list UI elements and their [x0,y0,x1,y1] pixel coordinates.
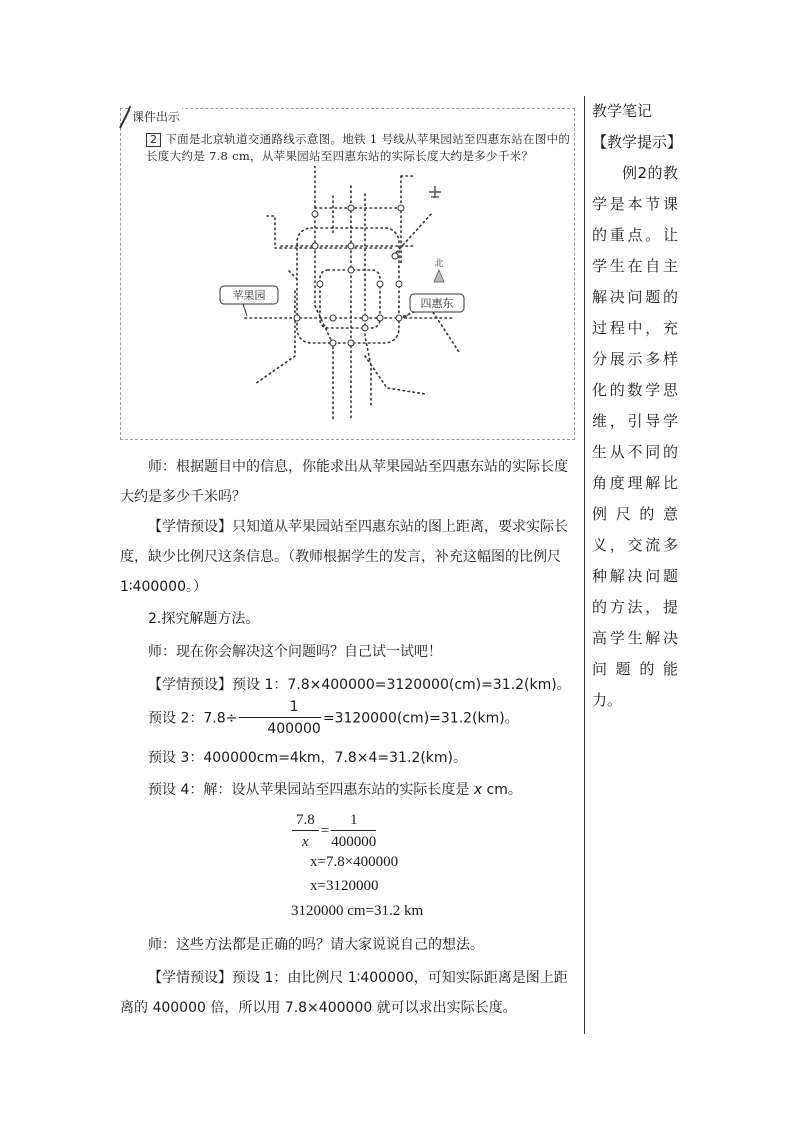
paragraph-preset-4 [120,775,580,805]
notes-title: 教学笔记 [592,102,653,120]
paragraph-teacher-question: 师：根据题目中的信息，你能求出从苹果园站至四惠东站的实际长度大约是多少千米吗？ [120,459,568,505]
courseware-label: 课件出示 [132,110,181,124]
variable-x: x [473,782,483,798]
equation-step-2: x=3120000 [310,878,379,894]
tip-body: 例2的教学是本节课的重点。让学生在自主解决问题的过程中，充分展示多样化的数学思维，引导学生从不同的角度理解比例尺的意义，交流多种解决问题的方法，提高学生解决问题的能力。 [592,164,678,709]
paragraph-teacher-try: 师：现在你会解决这个问题吗？自己试一试吧！ [148,644,442,660]
paragraph-preset-2 [120,697,580,740]
problem-text: 下面是北京轨道交通路线示意图。地铁 1 号线从苹果园站至四惠东站在图中的长度大约是 7.8 cm，从苹果园站至四惠东站的实际长度大约是多少千米？ [146,132,571,163]
problem-statement [146,131,576,165]
subway-map [215,166,475,428]
column-divider [584,96,585,1034]
fraction-denominator: 400000 [267,721,321,737]
paragraph-preset-3: 预设 3：400000cm=4km，7.8×4=31.2(km)。 [148,750,467,766]
paragraph-teacher-discuss: 师：这些方法都是正确的吗？请大家说说自己的想法。 [148,937,484,953]
problem-number: 2 [146,133,161,147]
preset-4-suffix: cm。 [482,782,522,798]
north-label: 北 [434,259,444,269]
preset-2-suffix: =3120000(cm)=31.2(km)。 [322,710,519,727]
preset-4-prefix: 预设 4：解：设从苹果园站至四惠东站的实际长度是 [148,782,474,798]
equation-left-fraction: $\frac{7.8}{x}$ [292,810,319,853]
equation-proportion: $\frac{7.8}{x}$ = $\frac{1}{400000}$ [290,810,378,853]
paragraph-step-2: 2.探究解题方法。 [148,611,260,627]
preset-2-prefix: 预设 2：7.8÷ [148,710,238,727]
equation-result: 3120000 cm=31.2 km [291,903,424,919]
equation-step-1: x=7.8×400000 [310,854,399,870]
airplane-icon [429,186,441,198]
paragraph-preset-explain: 【学情预设】预设 1：由比例尺 1∶400000，可知实际距离是图上距离的 400000 倍，所以用 7.8×400000 就可以求出实际长度。 [120,970,568,1016]
fraction-numerator: 1 [239,697,320,718]
teaching-notes-sidebar [592,96,683,716]
equation-right-fraction: $\frac{1}{400000}$ [331,812,377,850]
fraction-scale [239,697,320,740]
paragraph-preset-1: 【学情预设】预设 1：7.8×400000=3120000(cm)=31.2(km)。 [148,677,571,693]
station-sihuidong: 四惠东 [420,297,454,310]
paragraph-preset: 【学情预设】只知道从苹果园站至四惠东站的图上距离，要求实际长度，缺少比例尺这条信息。（教师根据学生的发言，补充这幅图的比例尺 1∶400000。） [120,519,568,595]
station-pingguoyuan: 苹果园 [232,289,266,302]
north-arrow-icon [434,270,444,282]
tip-heading: 【教学提示】 [592,133,683,151]
